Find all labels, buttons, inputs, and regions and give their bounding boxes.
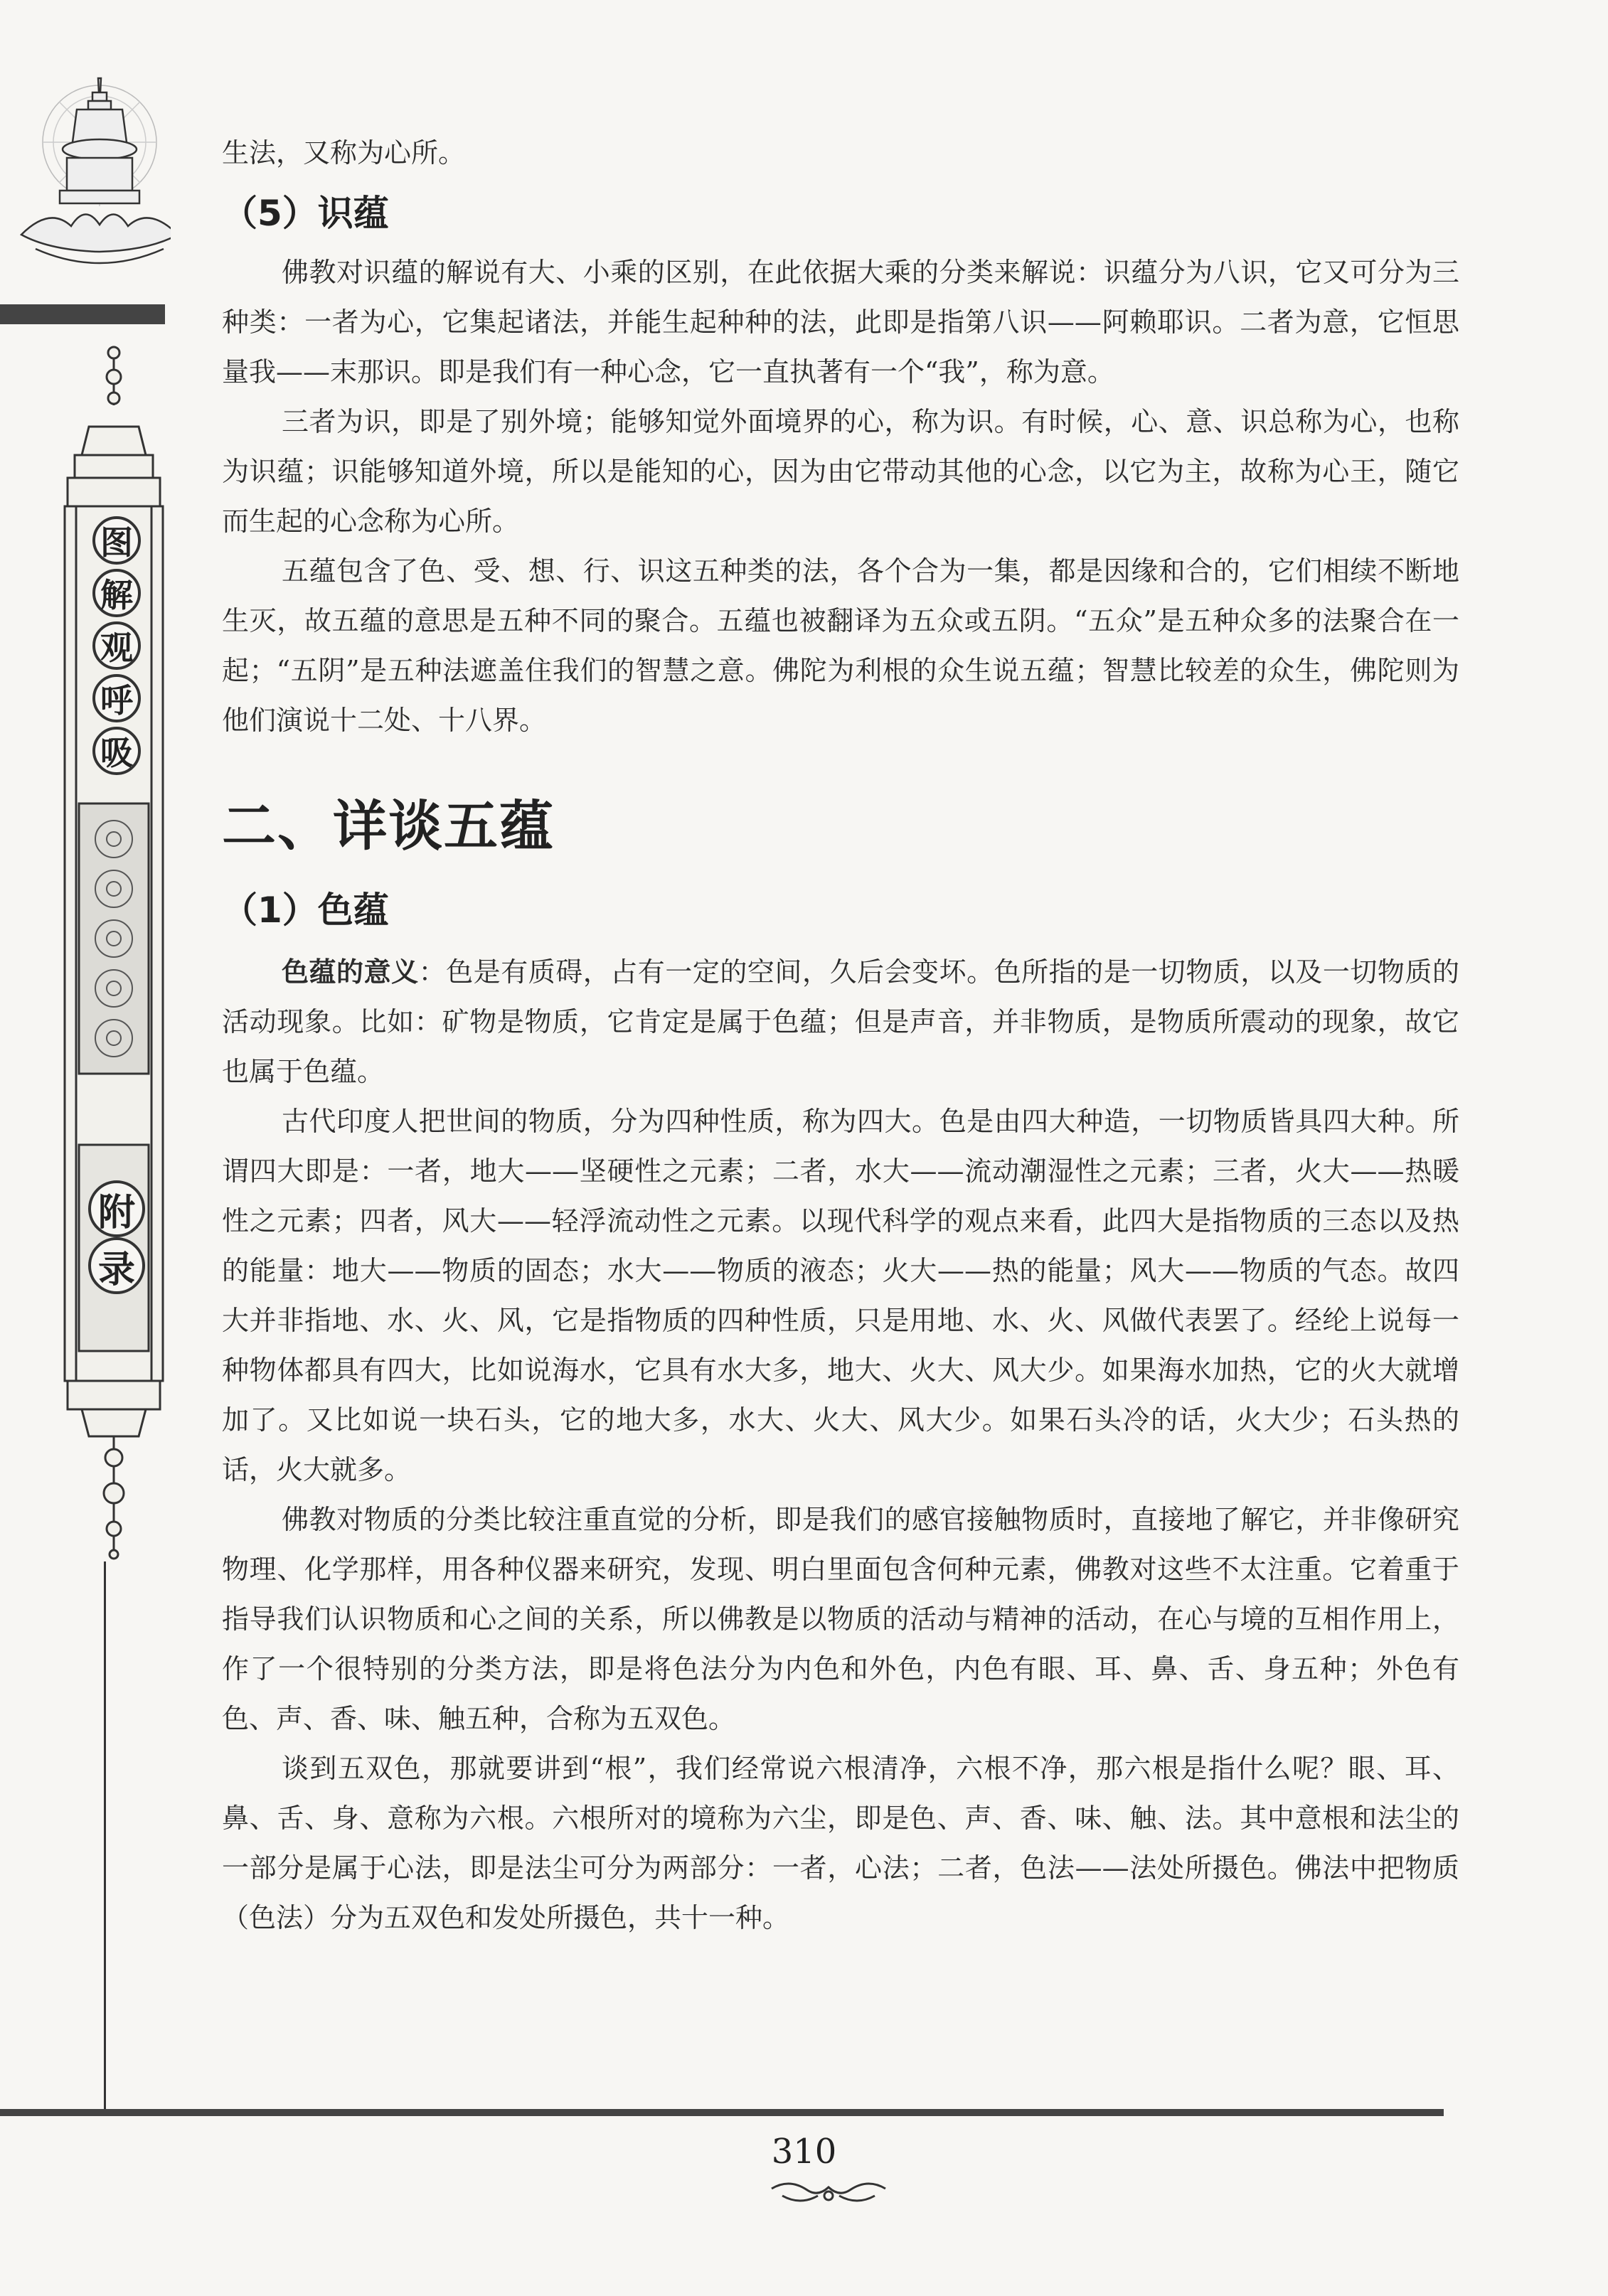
scroll-ornament <box>768 2174 889 2210</box>
sidebar-title-char: 观 <box>92 621 141 670</box>
sidebar-title-char: 图 <box>92 516 141 565</box>
paragraph: 佛教对物质的分类比较注重直觉的分析，即是我们的感官接触物质时，直接地了解它，并非像研究物理、化学那样，用各种仪器来研究，发现、明白里面包含何种元素，佛教对这些不太注重。它着重于指导我们认识物质和心之间的关系，所以佛教是以物质的活动与精神的活动，在心与境的互相作用上，作了一个很特别的分类方法，即是将色法分为内色和外色，内色有眼、耳、鼻、舌、身五种；外色有色、声、香、味、触五种，合称为五双色。 <box>222 1504 1459 1734</box>
paragraph: 五蕴包含了色、受、想、行、识这五种类的法，各个合为一集，都是因缘和合的，它们相续不断地生灭，故五蕴的意思是五种不同的聚合。五蕴也被翻译为五众或五阴。“五众”是五种众多的法聚合在一起；“五阴”是五种法遮盖住我们的智慧之意。佛陀为利根的众生说五蕴；智慧比较差的众生，佛陀则为他们演说十二处、十八界。 <box>222 555 1459 736</box>
section-heading: （5）识蕴 <box>222 193 389 234</box>
page-number: 310 <box>771 2132 837 2172</box>
sidebar-appendix-char: 附 <box>88 1180 145 1237</box>
sidebar-appendix-char: 录 <box>88 1237 145 1294</box>
paragraph: 生法，又称为心所。 <box>222 137 466 169</box>
paragraph: 谈到五双色，那就要讲到“根”，我们经常说六根清净，六根不净，那六根是指什么呢？眼、耳、鼻、舌、身、意称为六根。六根所对的境称为六尘，即是色、声、香、味、触、法。其中意根和法尘的一部分是属于心法，即是法尘可分为两部分：一者，心法；二者，色法——法处所摄色。佛法中把物质（色法）分为五双色和发处所摄色，共十一种。 <box>222 1753 1459 1933</box>
term-lead: 色蕴的意义 <box>282 956 419 988</box>
paragraph <box>222 947 1459 1096</box>
paragraph: 三者为识，即是了别外境；能够知觉外面境界的心，称为识。有时候，心、意、识总称为心，也称为识蕴；识能够知道外境，所以是能知的心，因为由它带动其他的心念，以它为主，故称为心王，随它而生起的心念称为心所。 <box>222 406 1459 537</box>
stupa-lotus-emblem <box>7 64 171 292</box>
sidebar-title-char: 解 <box>92 569 141 617</box>
bottom-rule <box>0 2109 1444 2116</box>
chapter-heading: 二、详谈五蕴 <box>222 794 555 858</box>
page-content <box>222 127 1459 1943</box>
sidebar-title-char: 吸 <box>92 727 141 775</box>
paragraph: 佛教对识蕴的解说有大、小乘的区别，在此依据大乘的分类来解说：识蕴分为八识，它又可分为三种类：一者为心，它集起诸法，并能生起种种的法，此即是指第八识——阿赖耶识。二者为意，它恒思量我——末那识。即是我们有一种心念，它一直执著有一个“我”，称为意。 <box>222 257 1459 388</box>
sidebar-vertical-line <box>104 1561 106 2109</box>
section-heading: （1）色蕴 <box>222 890 389 931</box>
top-left-rule <box>0 304 165 324</box>
paragraph-text: ：色是有质碍，占有一定的空间，久后会变坏。色所指的是一切物质，以及一切物质的活动现象。比如：矿物是物质，它肯定是属于色蕴；但是声音，并非物质，是物质所震动的现象，故它也属于色蕴。 <box>222 956 1459 1087</box>
paragraph: 古代印度人把世间的物质，分为四种性质，称为四大。色是由四大种造，一切物质皆具四大种。所谓四大即是：一者，地大——坚硬性之元素；二者，水大——流动潮湿性之元素；三者，火大——热暖性之元素；四者，风大——轻浮流动性之元素。以现代科学的观点来看，此四大是指物质的三态以及热的能量：地大——物质的固态；水大——物质的液态；火大——热的能量；风大——物质的气态。故四大并非指地、水、火、风，它是指物质的四种性质，只是用地、水、火、风做代表罢了。经纶上说每一种物体都具有四大，比如说海水，它具有水大多，地大、火大、风大少。如果海水加热，它的火大就增加了。又比如说一块石头，它的地大多，水大、火大、风大少。如果石头冷的话，火大少；石头热的话，火大就多。 <box>222 1106 1459 1485</box>
sidebar-title-char: 呼 <box>92 674 141 722</box>
